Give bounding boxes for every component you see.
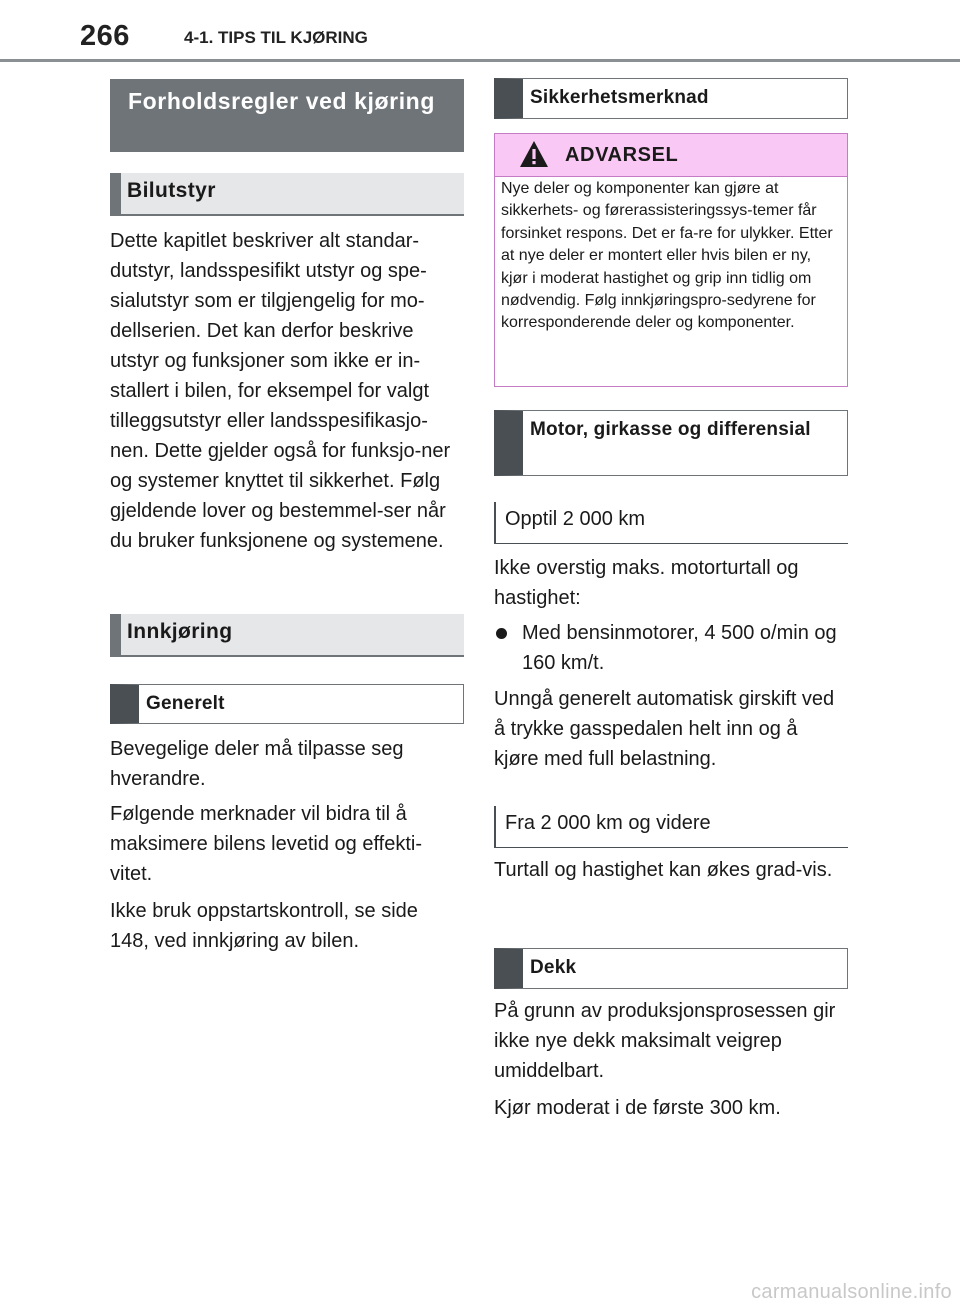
generelt-p2: Følgende merknader vil bidra til å maksimere bilens levetid og effekti-vitet.	[110, 803, 422, 885]
page-number: 266	[80, 20, 130, 52]
heading-fra: Fra 2 000 km og videre	[494, 806, 848, 848]
warning-title: ADVARSEL	[565, 144, 679, 166]
generelt-p3: Ikke bruk oppstartskontroll, se side 148, ved innkjøring av bilen.	[110, 900, 418, 952]
heading-generelt: Generelt	[110, 684, 464, 724]
heading-motor: Motor, girkasse og differensial	[494, 410, 848, 476]
bullet-dot	[496, 628, 507, 639]
opptil-text2: Unngå generelt automatisk girskift ved å trykke gasspedalen helt inn og å kjøre med full belastning.	[494, 688, 835, 770]
opptil-text: Ikke overstig maks. motorturtall og hastighet:	[494, 557, 799, 609]
section-title: Forholdsregler ved kjøring	[110, 79, 464, 152]
dekk-p2: Kjør moderat i de første 300 km.	[494, 1097, 781, 1119]
bilutstyr-text: Dette kapitlet beskriver alt standar-dutstyr, landsspesifikt utstyr og spe-sialutstyr som er tilgjengelig for mo-dellserien. Det kan derfor beskrive utstyr og funksjoner som ikke er in-stallert i bilen, for eksempel for valgt tilleggsutstyr eller landsspesifikasjo-nen. Dette gjelder også for funksjo-ner og systemer knyttet til sikkerhet. Følg gjeldende lover og bestemmel-ser når du bruker funksjonene og systemene.	[110, 230, 451, 552]
generelt-p1: Bevegelige deler må tilpasse seg hverandre.	[110, 738, 404, 790]
heading-sikkerhetsmerknad: Sikkerhetsmerknad	[494, 78, 848, 119]
warning-header	[495, 134, 847, 177]
heading-innkjoring: Innkjøring	[110, 614, 464, 657]
page-header	[0, 0, 960, 64]
warning-triangle-icon	[519, 140, 549, 168]
chapter-title: 4-1. TIPS TIL KJØRING	[184, 28, 368, 47]
bullet-text: Med bensinmotorer, 4 500 o/min og 160 km/t.	[522, 622, 837, 674]
heading-bilutstyr: Bilutstyr	[110, 173, 464, 216]
watermark: carmanualsonline.info	[751, 1281, 952, 1303]
fra-text: Turtall og hastighet kan økes grad-vis.	[494, 859, 833, 881]
heading-dekk: Dekk	[494, 948, 848, 989]
dekk-p1: På grunn av produksjonsprosessen gir ikke nye dekk maksimalt veigrep umiddelbart.	[494, 1000, 836, 1082]
bullet-item	[496, 618, 848, 680]
heading-opptil: Opptil 2 000 km	[494, 502, 848, 544]
warning-box	[494, 133, 848, 387]
warning-text: Nye deler og komponenter kan gjøre at sikkerhets- og førerassisteringssys-temer får forsinket respons. Det er fa-re for ulykker. Etter at nye deler er montert eller hvis bilen er ny, kjør i moderat hastighet og grip inn tidlig om nødvendig. Følg innkjøringspro-sedyrene for korresponderende deler og komponenter.	[501, 180, 833, 332]
header-divider	[0, 59, 960, 62]
